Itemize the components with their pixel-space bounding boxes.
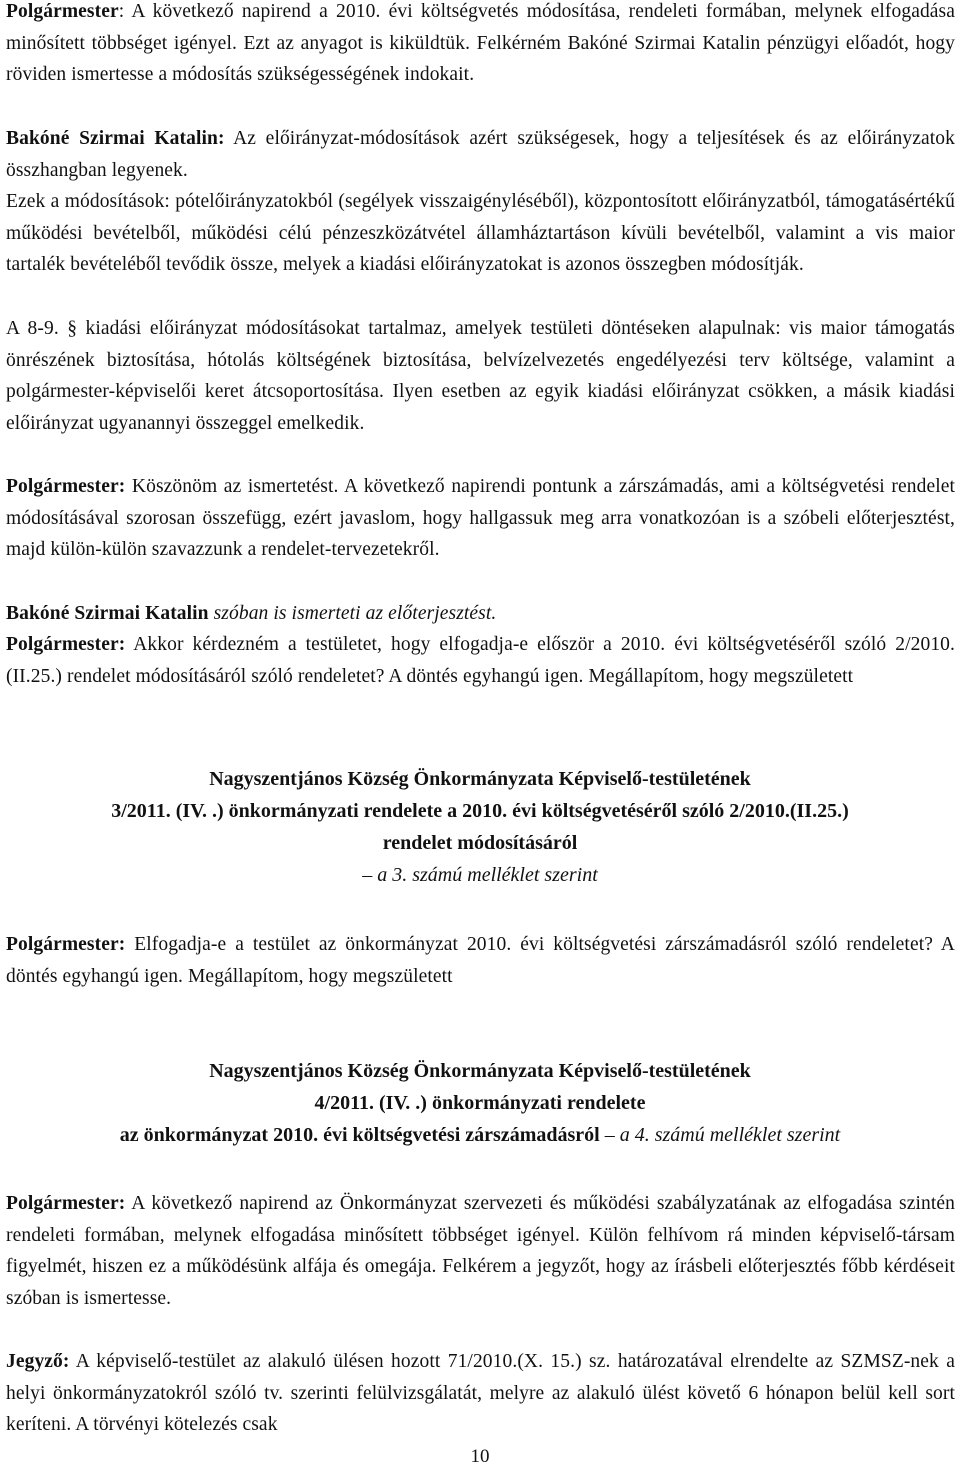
speaker-label: Polgármester: [6,634,126,655]
paragraph-bakone-2 [6,598,955,630]
decree-2-title-line-1: Nagyszentjános Község Önkormányzata Képviselő-testületének [209,1060,751,1082]
speaker-label: Polgármester: [6,476,126,497]
paragraph-text: szóban is ismerteti az előterjesztést. [208,603,497,624]
paragraph-text: Köszönöm az ismertetést. A következő napirendi pontunk a zárszámadás, ami a költségvetési rendelet módosításával szorosan összefügg, ezért javaslom, hogy hallgassuk meg arra vonatkozóan is a szóbeli előterjesztést, majd külön-külön szavazzunk a rendelet-tervezetekről. [6,476,955,561]
paragraph-section-8-9 [6,313,955,439]
paragraph-text: A 8-9. § kiadási előirányzat módosításokat tartalmaz, amelyek testületi döntéseken alapulnak: vis maior támogatás önrészének biztosítása, hótolás költségének biztosítása, belvízelvezetés engedélyezési terv költsége, valamint a polgármester-képviselői keret átcsoportosítása. Ilyen esetben az egyik kiadási előirányzat csökken, a másik kiadási előirányzat ugyanannyi összeggel emelkedik. [6,318,955,434]
paragraph-mayor-vote-1 [6,629,955,692]
decree-2-title-line-2: 4/2011. (IV. .) önkormányzati rendelete [314,1092,646,1114]
decree-1-annex-note [0,860,960,892]
paragraph-notary [6,1346,955,1441]
paragraph-bakone-1 [6,123,955,186]
paragraph-text: Ezek a módosítások: pótelőirányzatokból (segélyek visszaigényléséből), központosított előirányzatból, támogatásértékű működési bevételből, működési célú pénzeszközátvétel államháztartáson kívüli bevételből, valamint a vis maior tartalék bevételéből tevődik össze, melyek a kiadási előirányzatokat is azonos összegben módosítják. [6,191,955,276]
paragraph-modifications [6,186,955,281]
paragraph-text: : A következő napirend a 2010. évi költségvetés módosítása, rendeleti formában, melynek elfogadása minősített többséget igényel. Ezt az anyagot is kiküldtük. Felkérném Bakóné Szirmai Katalin pénzügyi előadót, hogy röviden ismertesse a módosítás szükségességének indokait. [6,1,955,86]
paragraph-mayor-thanks [6,471,955,566]
paragraph-text: A képviselő-testület az alakuló ülésen hozott 71/2010.(X. 15.) sz. határozatával elrendelte az SZMSZ-nek a helyi önkormányzatokról szóló tv. szerinti felülvizsgálatát, melyre az alakuló ülést követő 6 hónapon belül kell sort keríteni. A törvényi kötelezés csak [6,1351,955,1436]
decree-1-title-line-1: Nagyszentjános Község Önkormányzata Képviselő-testületének [209,768,751,790]
paragraph-mayor-intro [6,0,955,91]
decree-2-title-line-3 [0,1120,960,1152]
annex-reference: – a 4. számú melléklet szerint [599,1124,841,1146]
decree-1-title-line-2: 3/2011. (IV. .) önkormányzati rendelete a 2010. évi költségvetéséről szóló 2/2010.(II.25.) [111,800,849,822]
paragraph-text: Az előirányzat-módosítások azért szükségesek, hogy a teljesítések és az előirányzatok összhangban legyenek. [6,128,955,181]
paragraph-text: A következő napirend az Önkormányzat szervezeti és működési szabályzatának az elfogadása szintén rendeleti formában, melynek elfogadása minősített többséget igényel. Külön felhívom rá minden képviselő-társam figyelmét, hiszen ez a működésünk alfája és omegája. Felkérem a jegyzőt, hogy az írásbeli előterjesztés főbb kérdéseit szóban is ismertesse. [6,1193,955,1309]
speaker-label: Bakóné Szirmai Katalin [6,603,209,624]
speaker-label: Polgármester: [6,934,126,955]
paragraph-mayor-smsz [6,1188,955,1314]
paragraph-text: Akkor kérdezném a testületet, hogy elfogadja-e először a 2010. évi költségvetéséről szóló 2/2010.(II.25.) rendelet módosításáról szóló rendeletet? A döntés egyhangú igen. Megállapítom, hogy megszületett [6,634,955,687]
annex-reference: – a 3. számú melléklet szerint [362,864,598,886]
paragraph-mayor-vote-2 [6,929,955,992]
speaker-label: Bakóné Szirmai Katalin: [6,128,225,149]
decree-2-subject: az önkormányzat 2010. évi költségvetési zárszámadásról [119,1124,600,1146]
page-number: 10 [470,1446,490,1467]
decree-1-title-line-3: rendelet módosításáról [382,832,578,854]
speaker-label: Jegyző: [6,1351,70,1372]
speaker-label: Polgármester [6,1,119,22]
paragraph-text: Elfogadja-e a testület az önkormányzat 2010. évi költségvetési zárszámadásról szóló rendeletet? A döntés egyhangú igen. Megállapítom, hogy megszületett [6,934,955,987]
speaker-label: Polgármester: [6,1193,126,1214]
